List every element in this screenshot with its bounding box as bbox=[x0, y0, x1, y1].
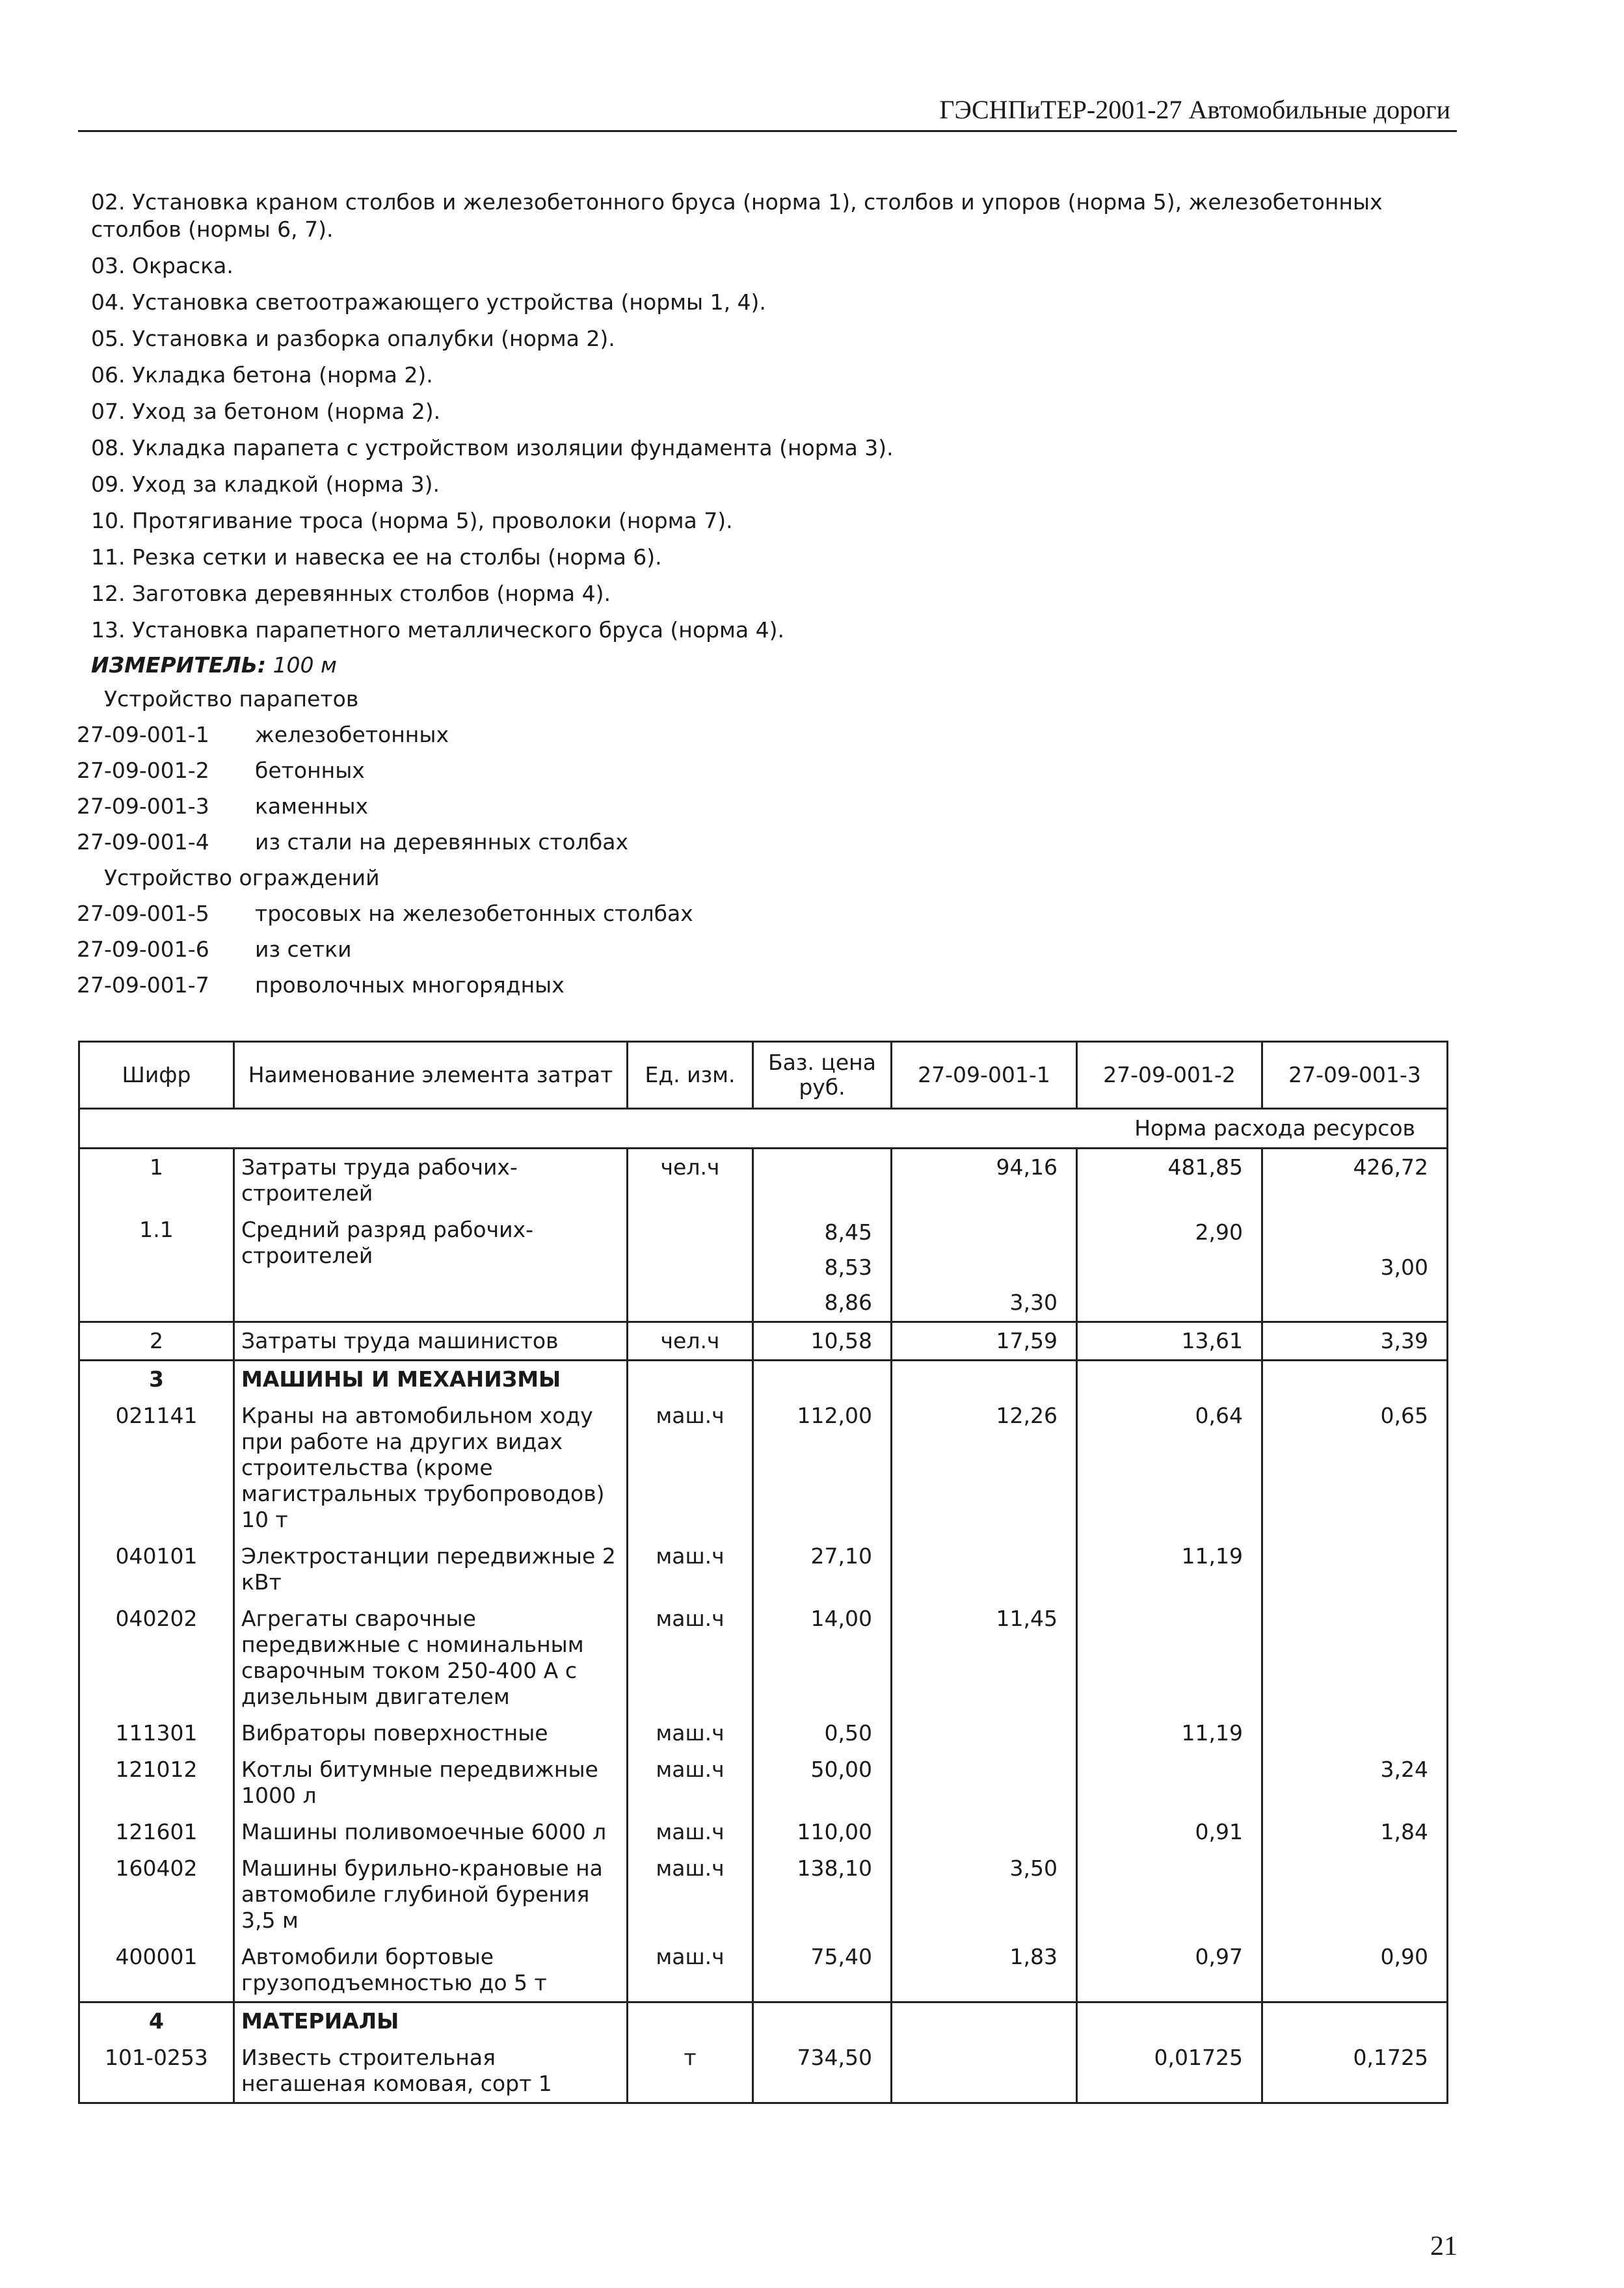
cell-norm-2 bbox=[1077, 1850, 1262, 1939]
cell-name: Краны на автомобильном ходу при работе на других видах строительства (кроме магистральных трубопроводов) 10 т bbox=[234, 1398, 628, 1538]
norm-value: 3,00 bbox=[1380, 1255, 1428, 1280]
cell-norm-3: 426,72 bbox=[1262, 1149, 1448, 1212]
cell-code: 121601 bbox=[79, 1814, 234, 1850]
resource-table bbox=[78, 1041, 1448, 2104]
cell-empty bbox=[753, 1361, 892, 1398]
cell-unit: маш.ч bbox=[628, 1601, 753, 1715]
price-line: 8,53 bbox=[824, 1255, 872, 1280]
cell-norm-1: 11,45 bbox=[892, 1601, 1077, 1715]
code-row bbox=[77, 901, 987, 926]
col-header-norm-3: 27-09-001-3 bbox=[1262, 1042, 1448, 1109]
operations-list bbox=[91, 189, 1431, 653]
operation-item: 09. Уход за кладкой (норма 3). bbox=[91, 472, 440, 497]
code-id: 27-09-001-5 bbox=[77, 901, 209, 926]
operation-item: 03. Окраска. bbox=[91, 253, 233, 278]
norm-label-row bbox=[79, 1109, 1448, 1149]
code-id: 27-09-001-3 bbox=[77, 793, 209, 819]
cell-empty bbox=[1077, 1361, 1262, 1398]
norm-label: Норма расхода ресурсов bbox=[79, 1109, 1448, 1149]
cell-price bbox=[753, 1149, 892, 1212]
cell-empty bbox=[892, 2002, 1077, 2040]
cell-price: 734,50 bbox=[753, 2040, 892, 2103]
cell-norm-1 bbox=[892, 1212, 1077, 1322]
meter-value: 100 м bbox=[273, 652, 337, 678]
table-row bbox=[79, 2040, 1448, 2103]
operation-item: 04. Установка светоотражающего устройства (нормы 1, 4). bbox=[91, 289, 766, 315]
col-header-norm-1: 27-09-001-1 bbox=[892, 1042, 1077, 1109]
table-row bbox=[79, 1322, 1448, 1361]
cell-price: 27,10 bbox=[753, 1538, 892, 1601]
cell-unit: маш.ч bbox=[628, 1814, 753, 1850]
code-row bbox=[77, 758, 987, 783]
table-row bbox=[79, 1715, 1448, 1751]
cell-norm-2: 0,01725 bbox=[1077, 2040, 1262, 2103]
section-row bbox=[79, 2002, 1448, 2040]
cell-price bbox=[753, 1212, 892, 1322]
cell-price: 138,10 bbox=[753, 1850, 892, 1939]
section-title: МАШИНЫ И МЕХАНИЗМЫ bbox=[234, 1361, 628, 1398]
cell-unit: чел.ч bbox=[628, 1322, 753, 1361]
cell-norm-1 bbox=[892, 1538, 1077, 1601]
table-row bbox=[79, 1538, 1448, 1601]
code-id: 27-09-001-2 bbox=[77, 758, 209, 783]
cell-norm-3 bbox=[1262, 1538, 1448, 1601]
table-row bbox=[79, 1601, 1448, 1715]
cell-code: 111301 bbox=[79, 1715, 234, 1751]
page-header bbox=[78, 91, 1457, 132]
cell-norm-1: 1,83 bbox=[892, 1939, 1077, 2002]
code-row bbox=[77, 793, 987, 819]
cell-norm-1 bbox=[892, 1715, 1077, 1751]
cell-name: Затраты труда машинистов bbox=[234, 1322, 628, 1361]
code-desc: из стали на деревянных столбах bbox=[255, 829, 629, 855]
cell-norm-3: 3,39 bbox=[1262, 1322, 1448, 1361]
cell-norm-3 bbox=[1262, 1850, 1448, 1939]
code-row bbox=[77, 829, 987, 855]
code-desc: тросовых на железобетонных столбах bbox=[255, 901, 693, 926]
section-row bbox=[79, 1361, 1448, 1398]
code-id: 27-09-001-6 bbox=[77, 937, 209, 962]
cell-price: 10,58 bbox=[753, 1322, 892, 1361]
col-header-price: Баз. цена руб. bbox=[753, 1042, 892, 1109]
cell-name: Машины поливомоечные 6000 л bbox=[234, 1814, 628, 1850]
cell-norm-3 bbox=[1262, 1212, 1448, 1322]
cell-code: 1 bbox=[79, 1149, 234, 1212]
cell-norm-2: 11,19 bbox=[1077, 1715, 1262, 1751]
cell-name: Агрегаты сварочные передвижные с номинальным сварочным током 250-400 А с дизельным двигателем bbox=[234, 1601, 628, 1715]
cell-name: Средний разряд рабочих-строителей bbox=[234, 1212, 628, 1322]
cell-price: 110,00 bbox=[753, 1814, 892, 1850]
cell-code: 101-0253 bbox=[79, 2040, 234, 2103]
page-number: 21 bbox=[1430, 2231, 1458, 2261]
code-desc: бетонных bbox=[255, 758, 365, 783]
cell-norm-3: 3,24 bbox=[1262, 1751, 1448, 1814]
col-header-unit: Ед. изм. bbox=[628, 1042, 753, 1109]
cell-unit: маш.ч bbox=[628, 1538, 753, 1601]
cell-norm-3: 0,1725 bbox=[1262, 2040, 1448, 2103]
cell-code: 160402 bbox=[79, 1850, 234, 1939]
cell-name: Вибраторы поверхностные bbox=[234, 1715, 628, 1751]
table-row bbox=[79, 1149, 1448, 1212]
cell-name: Машины бурильно-крановые на автомобиле глубиной бурения 3,5 м bbox=[234, 1850, 628, 1939]
code-row bbox=[77, 722, 987, 747]
cell-code: 4 bbox=[79, 2002, 234, 2040]
cell-code: 040202 bbox=[79, 1601, 234, 1715]
cell-price: 112,00 bbox=[753, 1398, 892, 1538]
cell-norm-1 bbox=[892, 2040, 1077, 2103]
operation-item: 11. Резка сетки и навеска ее на столбы (норма 6). bbox=[91, 544, 662, 570]
cell-norm-2: 11,19 bbox=[1077, 1538, 1262, 1601]
cell-norm-3: 1,84 bbox=[1262, 1814, 1448, 1850]
cell-unit: маш.ч bbox=[628, 1398, 753, 1538]
cell-norm-1: 12,26 bbox=[892, 1398, 1077, 1538]
cell-norm-2: 0,97 bbox=[1077, 1939, 1262, 2002]
cell-unit bbox=[628, 1212, 753, 1322]
cell-price: 50,00 bbox=[753, 1751, 892, 1814]
cell-price: 0,50 bbox=[753, 1715, 892, 1751]
cell-norm-3: 0,65 bbox=[1262, 1398, 1448, 1538]
cell-empty bbox=[753, 2002, 892, 2040]
cell-unit: маш.ч bbox=[628, 1715, 753, 1751]
norm-value: 2,90 bbox=[1195, 1219, 1243, 1245]
table-row bbox=[79, 1814, 1448, 1850]
operation-item: 10. Протягивание троса (норма 5), проволоки (норма 7). bbox=[91, 508, 733, 533]
operation-item: 06. Укладка бетона (норма 2). bbox=[91, 362, 433, 388]
operation-item: 12. Заготовка деревянных столбов (норма 4). bbox=[91, 581, 611, 606]
cell-norm-3: 0,90 bbox=[1262, 1939, 1448, 2002]
col-header-norm-2: 27-09-001-2 bbox=[1077, 1042, 1262, 1109]
cell-empty bbox=[628, 1361, 753, 1398]
code-id: 27-09-001-4 bbox=[77, 829, 209, 855]
cell-empty bbox=[1262, 1361, 1448, 1398]
cell-name: Автомобили бортовые грузоподъемностью до 5 т bbox=[234, 1939, 628, 2002]
cell-empty bbox=[1077, 2002, 1262, 2040]
cell-empty bbox=[892, 1361, 1077, 1398]
cell-norm-1: 17,59 bbox=[892, 1322, 1077, 1361]
cell-norm-1: 94,16 bbox=[892, 1149, 1077, 1212]
price-line: 8,45 bbox=[824, 1219, 872, 1245]
operation-item: 08. Укладка парапета с устройством изоляции фундамента (норма 3). bbox=[91, 435, 894, 460]
norm-value: 3,30 bbox=[1009, 1290, 1058, 1315]
cell-name: Электростанции передвижные 2 кВт bbox=[234, 1538, 628, 1601]
cell-norm-2: 481,85 bbox=[1077, 1149, 1262, 1212]
cell-code: 400001 bbox=[79, 1939, 234, 2002]
cell-price: 75,40 bbox=[753, 1939, 892, 2002]
table-row bbox=[79, 1212, 1448, 1322]
operation-item: 13. Установка парапетного металлического бруса (норма 4). bbox=[91, 617, 784, 643]
col-header-code: Шифр bbox=[79, 1042, 234, 1109]
cell-norm-3 bbox=[1262, 1715, 1448, 1751]
cell-code: 3 bbox=[79, 1361, 234, 1398]
table-row bbox=[79, 1850, 1448, 1939]
group-heading-parapets: Устройство парапетов bbox=[104, 686, 359, 712]
cell-unit: маш.ч bbox=[628, 1850, 753, 1939]
cell-unit: чел.ч bbox=[628, 1149, 753, 1212]
col-header-name: Наименование элемента затрат bbox=[234, 1042, 628, 1109]
cell-norm-2 bbox=[1077, 1601, 1262, 1715]
cell-unit: маш.ч bbox=[628, 1751, 753, 1814]
cell-name: Котлы битумные передвижные 1000 л bbox=[234, 1751, 628, 1814]
table-row bbox=[79, 1939, 1448, 2002]
operation-item: 02. Установка краном столбов и железобетонного бруса (норма 1), столбов и упоров (норма 5), железобетонных столбов (нормы 6, 7). bbox=[91, 189, 1383, 242]
code-id: 27-09-001-1 bbox=[77, 722, 209, 747]
section-title: МАТЕРИАЛЫ bbox=[234, 2002, 628, 2040]
code-row bbox=[77, 937, 987, 962]
code-desc: железобетонных bbox=[255, 722, 449, 747]
cell-norm-2 bbox=[1077, 1212, 1262, 1322]
cell-code: 021141 bbox=[79, 1398, 234, 1538]
cell-code: 040101 bbox=[79, 1538, 234, 1601]
cell-unit: т bbox=[628, 2040, 753, 2103]
table-header-row bbox=[79, 1042, 1448, 1109]
code-desc: из сетки bbox=[255, 937, 352, 962]
cell-norm-2: 13,61 bbox=[1077, 1322, 1262, 1361]
price-line: 8,86 bbox=[824, 1290, 872, 1315]
cell-name: Известь строительная негашеная комовая, сорт 1 bbox=[234, 2040, 628, 2103]
cell-norm-2: 0,64 bbox=[1077, 1398, 1262, 1538]
group-heading-fences: Устройство ограждений bbox=[104, 865, 380, 890]
cell-code: 2 bbox=[79, 1322, 234, 1361]
cell-empty bbox=[628, 2002, 753, 2040]
cell-norm-3 bbox=[1262, 1601, 1448, 1715]
cell-norm-2: 0,91 bbox=[1077, 1814, 1262, 1850]
code-id: 27-09-001-7 bbox=[77, 972, 209, 998]
code-desc: каменных bbox=[255, 793, 369, 819]
cell-price: 14,00 bbox=[753, 1601, 892, 1715]
meter-line bbox=[91, 652, 337, 678]
operation-item: 07. Уход за бетоном (норма 2). bbox=[91, 399, 441, 424]
cell-norm-1 bbox=[892, 1751, 1077, 1814]
cell-norm-1 bbox=[892, 1814, 1077, 1850]
table-row bbox=[79, 1398, 1448, 1538]
cell-norm-1: 3,50 bbox=[892, 1850, 1077, 1939]
meter-label: ИЗМЕРИТЕЛЬ: bbox=[91, 652, 267, 678]
header-title: ГЭСНПиТЕР-2001-27 Автомобильные дороги bbox=[939, 95, 1450, 124]
cell-norm-2 bbox=[1077, 1751, 1262, 1814]
table-row bbox=[79, 1751, 1448, 1814]
code-desc: проволочных многорядных bbox=[255, 972, 565, 998]
code-row bbox=[77, 972, 987, 998]
cell-code: 121012 bbox=[79, 1751, 234, 1814]
cell-unit: маш.ч bbox=[628, 1939, 753, 2002]
cell-code: 1.1 bbox=[79, 1212, 234, 1322]
operation-item: 05. Установка и разборка опалубки (норма 2). bbox=[91, 326, 615, 351]
cell-empty bbox=[1262, 2002, 1448, 2040]
cell-name: Затраты труда рабочих-строителей bbox=[234, 1149, 628, 1212]
